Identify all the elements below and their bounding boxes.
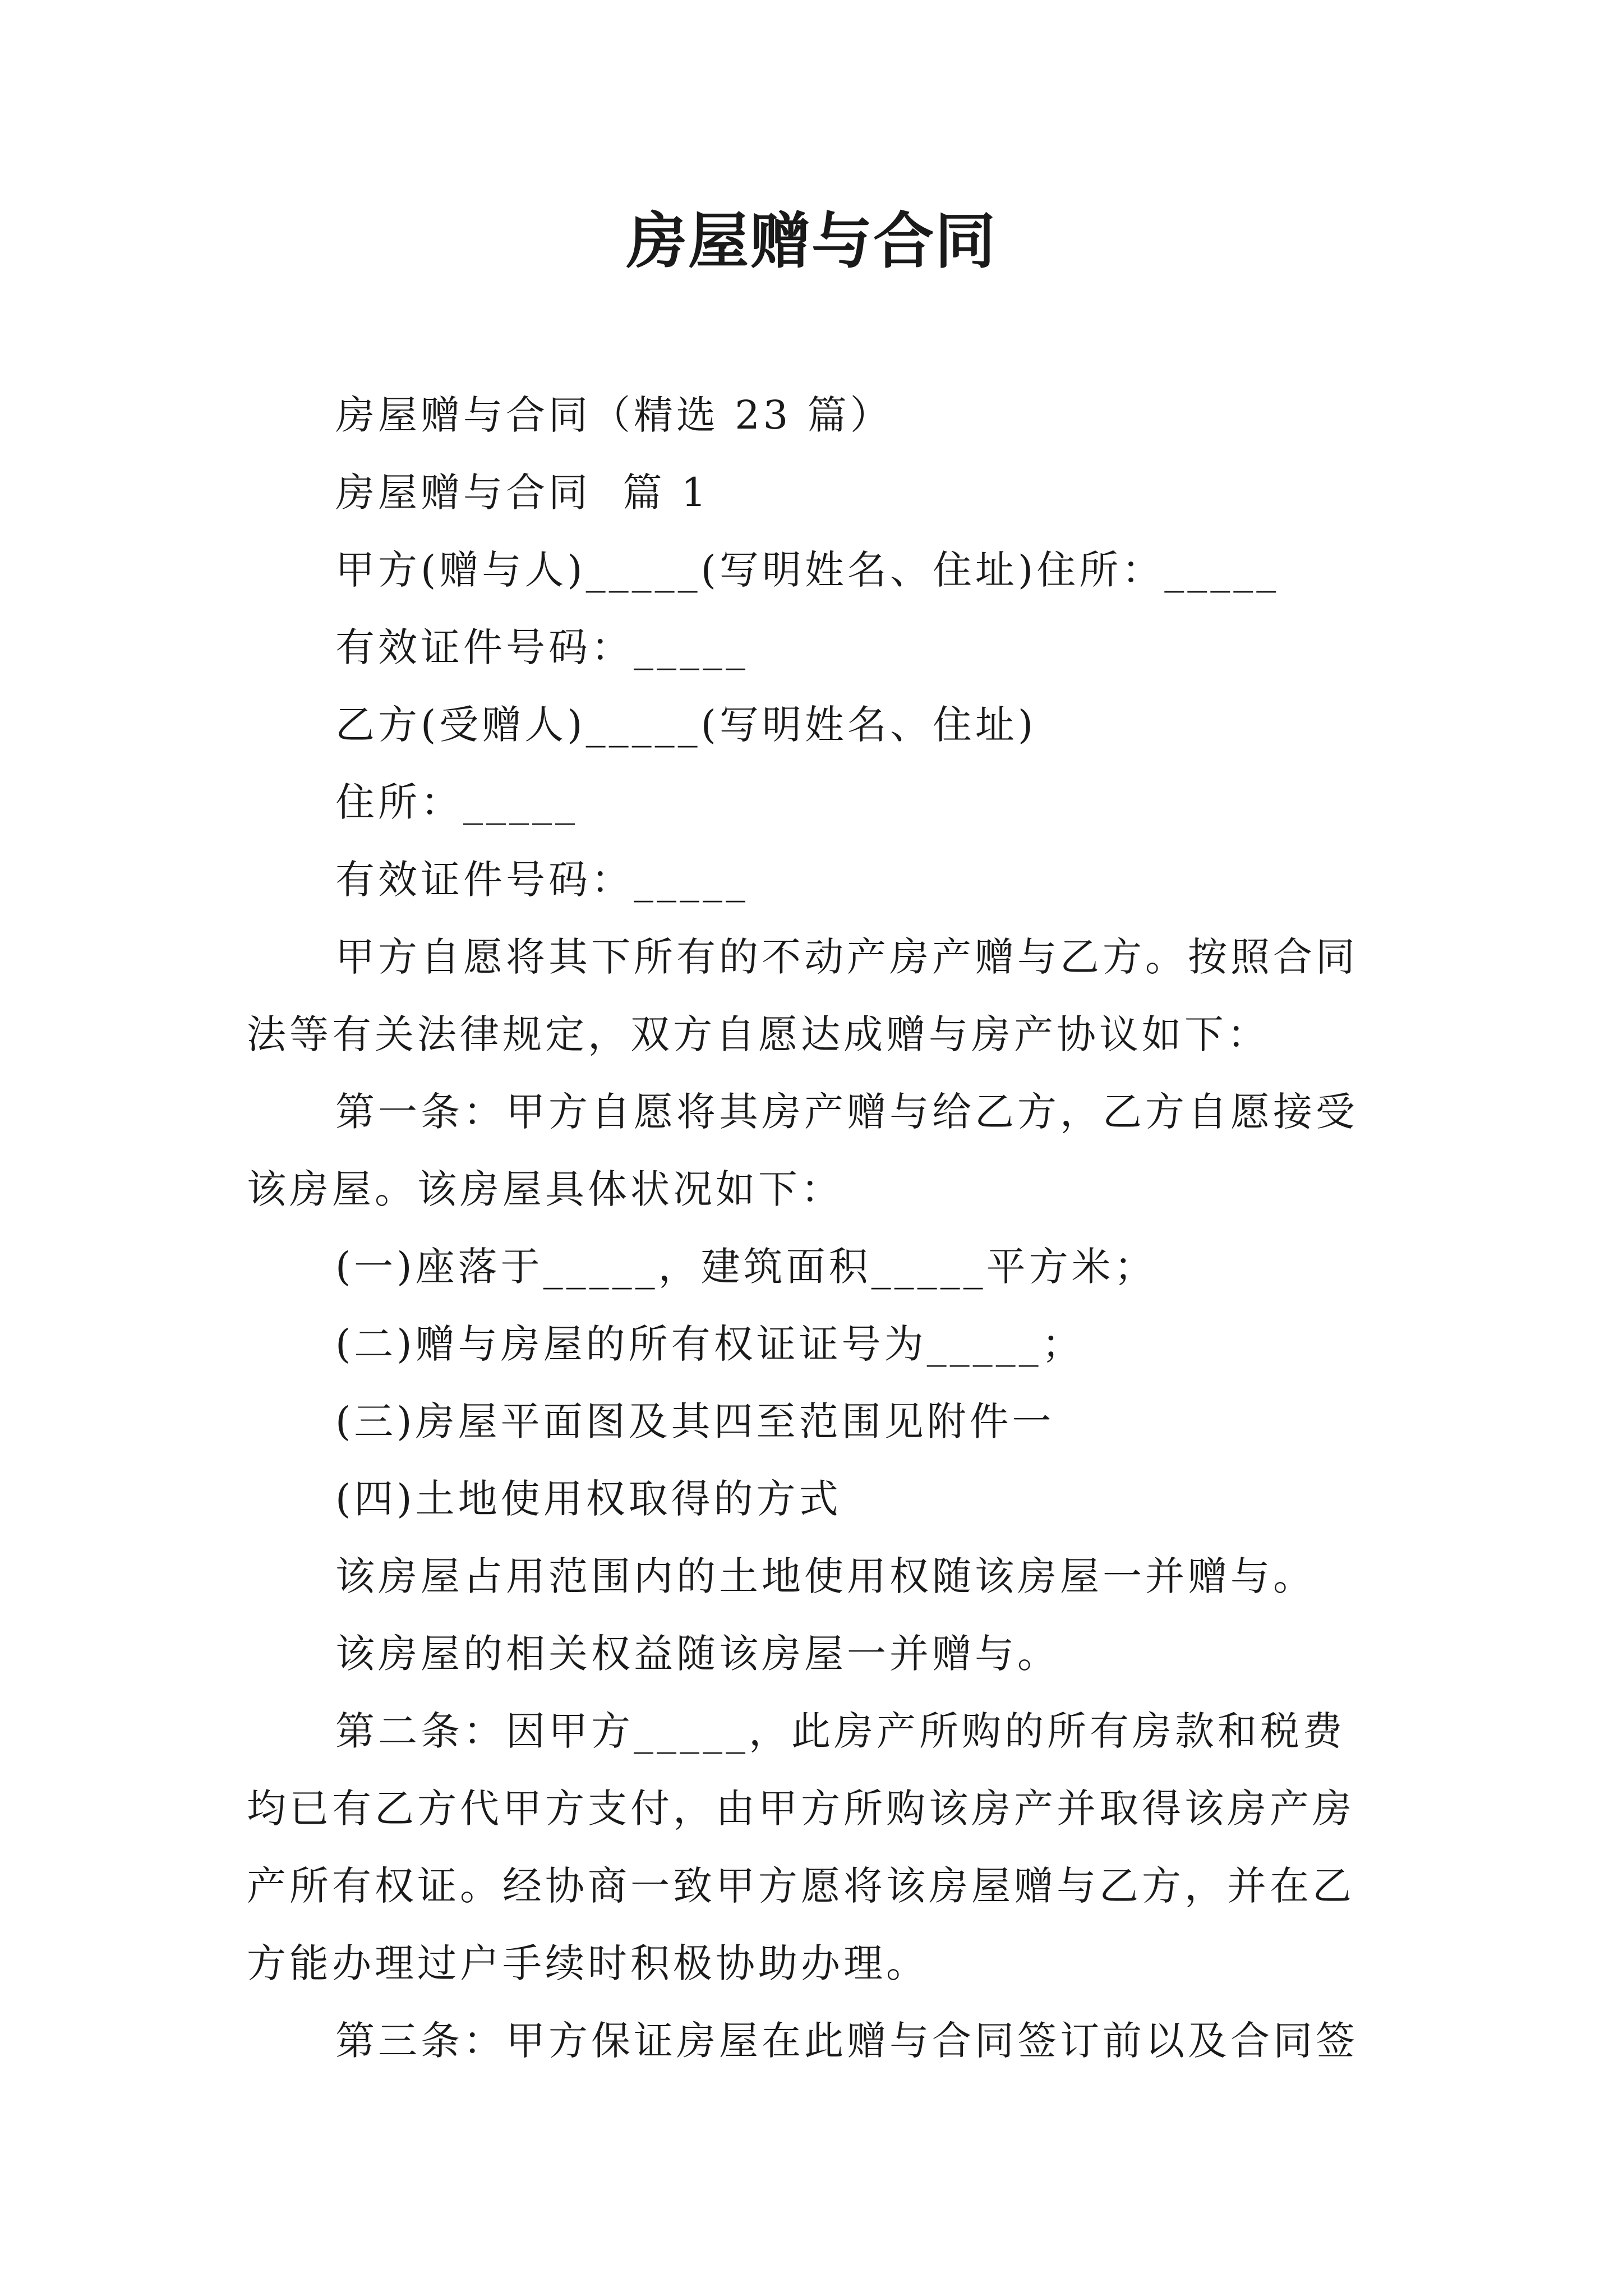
paragraph-line: 该房屋的相关权益随该房屋一并赠与。 xyxy=(335,1631,1060,1677)
paragraph-line: 法等有关法律规定，双方自愿达成赠与房产协议如下： xyxy=(247,1011,1270,1057)
party-a-line: 甲方(赠与人)_____(写明姓名、住址)住所：_____ xyxy=(335,547,1280,593)
party-b-address-line: 住所：_____ xyxy=(335,779,578,825)
party-a-id-line: 有效证件号码：_____ xyxy=(335,624,749,670)
paragraph-line: 甲方自愿将其下所有的不动产房产赠与乙方。按照合同 xyxy=(335,934,1358,980)
clause-three-line: 第三条：甲方保证房屋在此赠与合同签订前以及合同签 xyxy=(335,2018,1358,2064)
party-b-line: 乙方(受赠人)_____(写明姓名、住址) xyxy=(335,702,1037,748)
paragraph-line: 均已有乙方代甲方支付，由甲方所购该房产并取得该房产房 xyxy=(247,1786,1355,1832)
collection-heading: 房屋赠与合同（精选 23 篇） xyxy=(335,392,893,438)
paragraph-line: 该房屋。该房屋具体状况如下： xyxy=(247,1166,843,1212)
paragraph-line: 方能办理过户手续时积极协助办理。 xyxy=(247,1940,929,1986)
party-b-id-line: 有效证件号码：_____ xyxy=(335,857,749,903)
clause-two-line: 第二条：因甲方_____，此房产所购的所有房款和税费 xyxy=(335,1708,1345,1754)
article-heading: 房屋赠与合同 篇 1 xyxy=(335,470,710,516)
clause-one-line: 第一条：甲方自愿将其房产赠与给乙方，乙方自愿接受 xyxy=(335,1089,1358,1135)
item-one-line: (一)座落于_____，建筑面积_____平方米； xyxy=(335,1244,1157,1290)
item-two-line: (二)赠与房屋的所有权证证号为_____； xyxy=(335,1321,1085,1367)
paragraph-line: 该房屋占用范围内的土地使用权随该房屋一并赠与。 xyxy=(335,1553,1316,1599)
item-four-line: (四)土地使用权取得的方式 xyxy=(335,1476,842,1522)
item-three-line: (三)房屋平面图及其四至范围见附件一 xyxy=(335,1398,1055,1444)
document-title: 房屋赠与合同 xyxy=(626,206,997,277)
paragraph-line: 产所有权证。经协商一致甲方愿将该房屋赠与乙方，并在乙 xyxy=(247,1863,1355,1909)
